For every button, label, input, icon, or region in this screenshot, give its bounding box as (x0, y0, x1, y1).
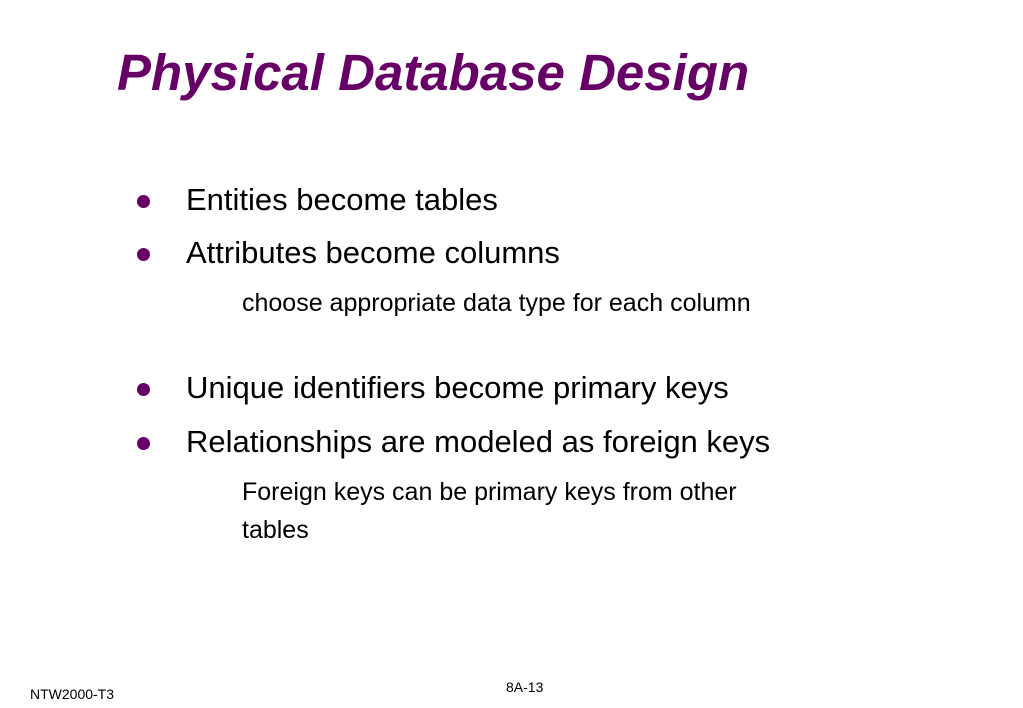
bullet-text: Entities become tables (186, 182, 498, 217)
slide-title: Physical Database Design (117, 44, 750, 101)
page-number: 8A-13 (506, 679, 544, 695)
bullet-item (186, 235, 560, 271)
bullet-dot-icon (137, 383, 150, 396)
bullet-dot-icon (137, 195, 150, 208)
bullet-text: Relationships are modeled as foreign keys (186, 424, 771, 459)
bullet-item (186, 182, 498, 218)
sub-bullet-text: choose appropriate data type for each column (242, 289, 751, 317)
bullet-text: Attributes become columns (186, 235, 560, 270)
bullet-text: Unique identifiers become primary keys (186, 370, 729, 405)
footer-course-code: NTW2000-T3 (30, 686, 115, 702)
bullet-dot-icon (137, 248, 150, 261)
bullet-item (186, 424, 770, 460)
bullet-item (186, 370, 729, 406)
bullet-dot-icon (137, 437, 150, 450)
sub-bullet-text: Foreign keys can be primary keys from other tables (242, 478, 737, 544)
